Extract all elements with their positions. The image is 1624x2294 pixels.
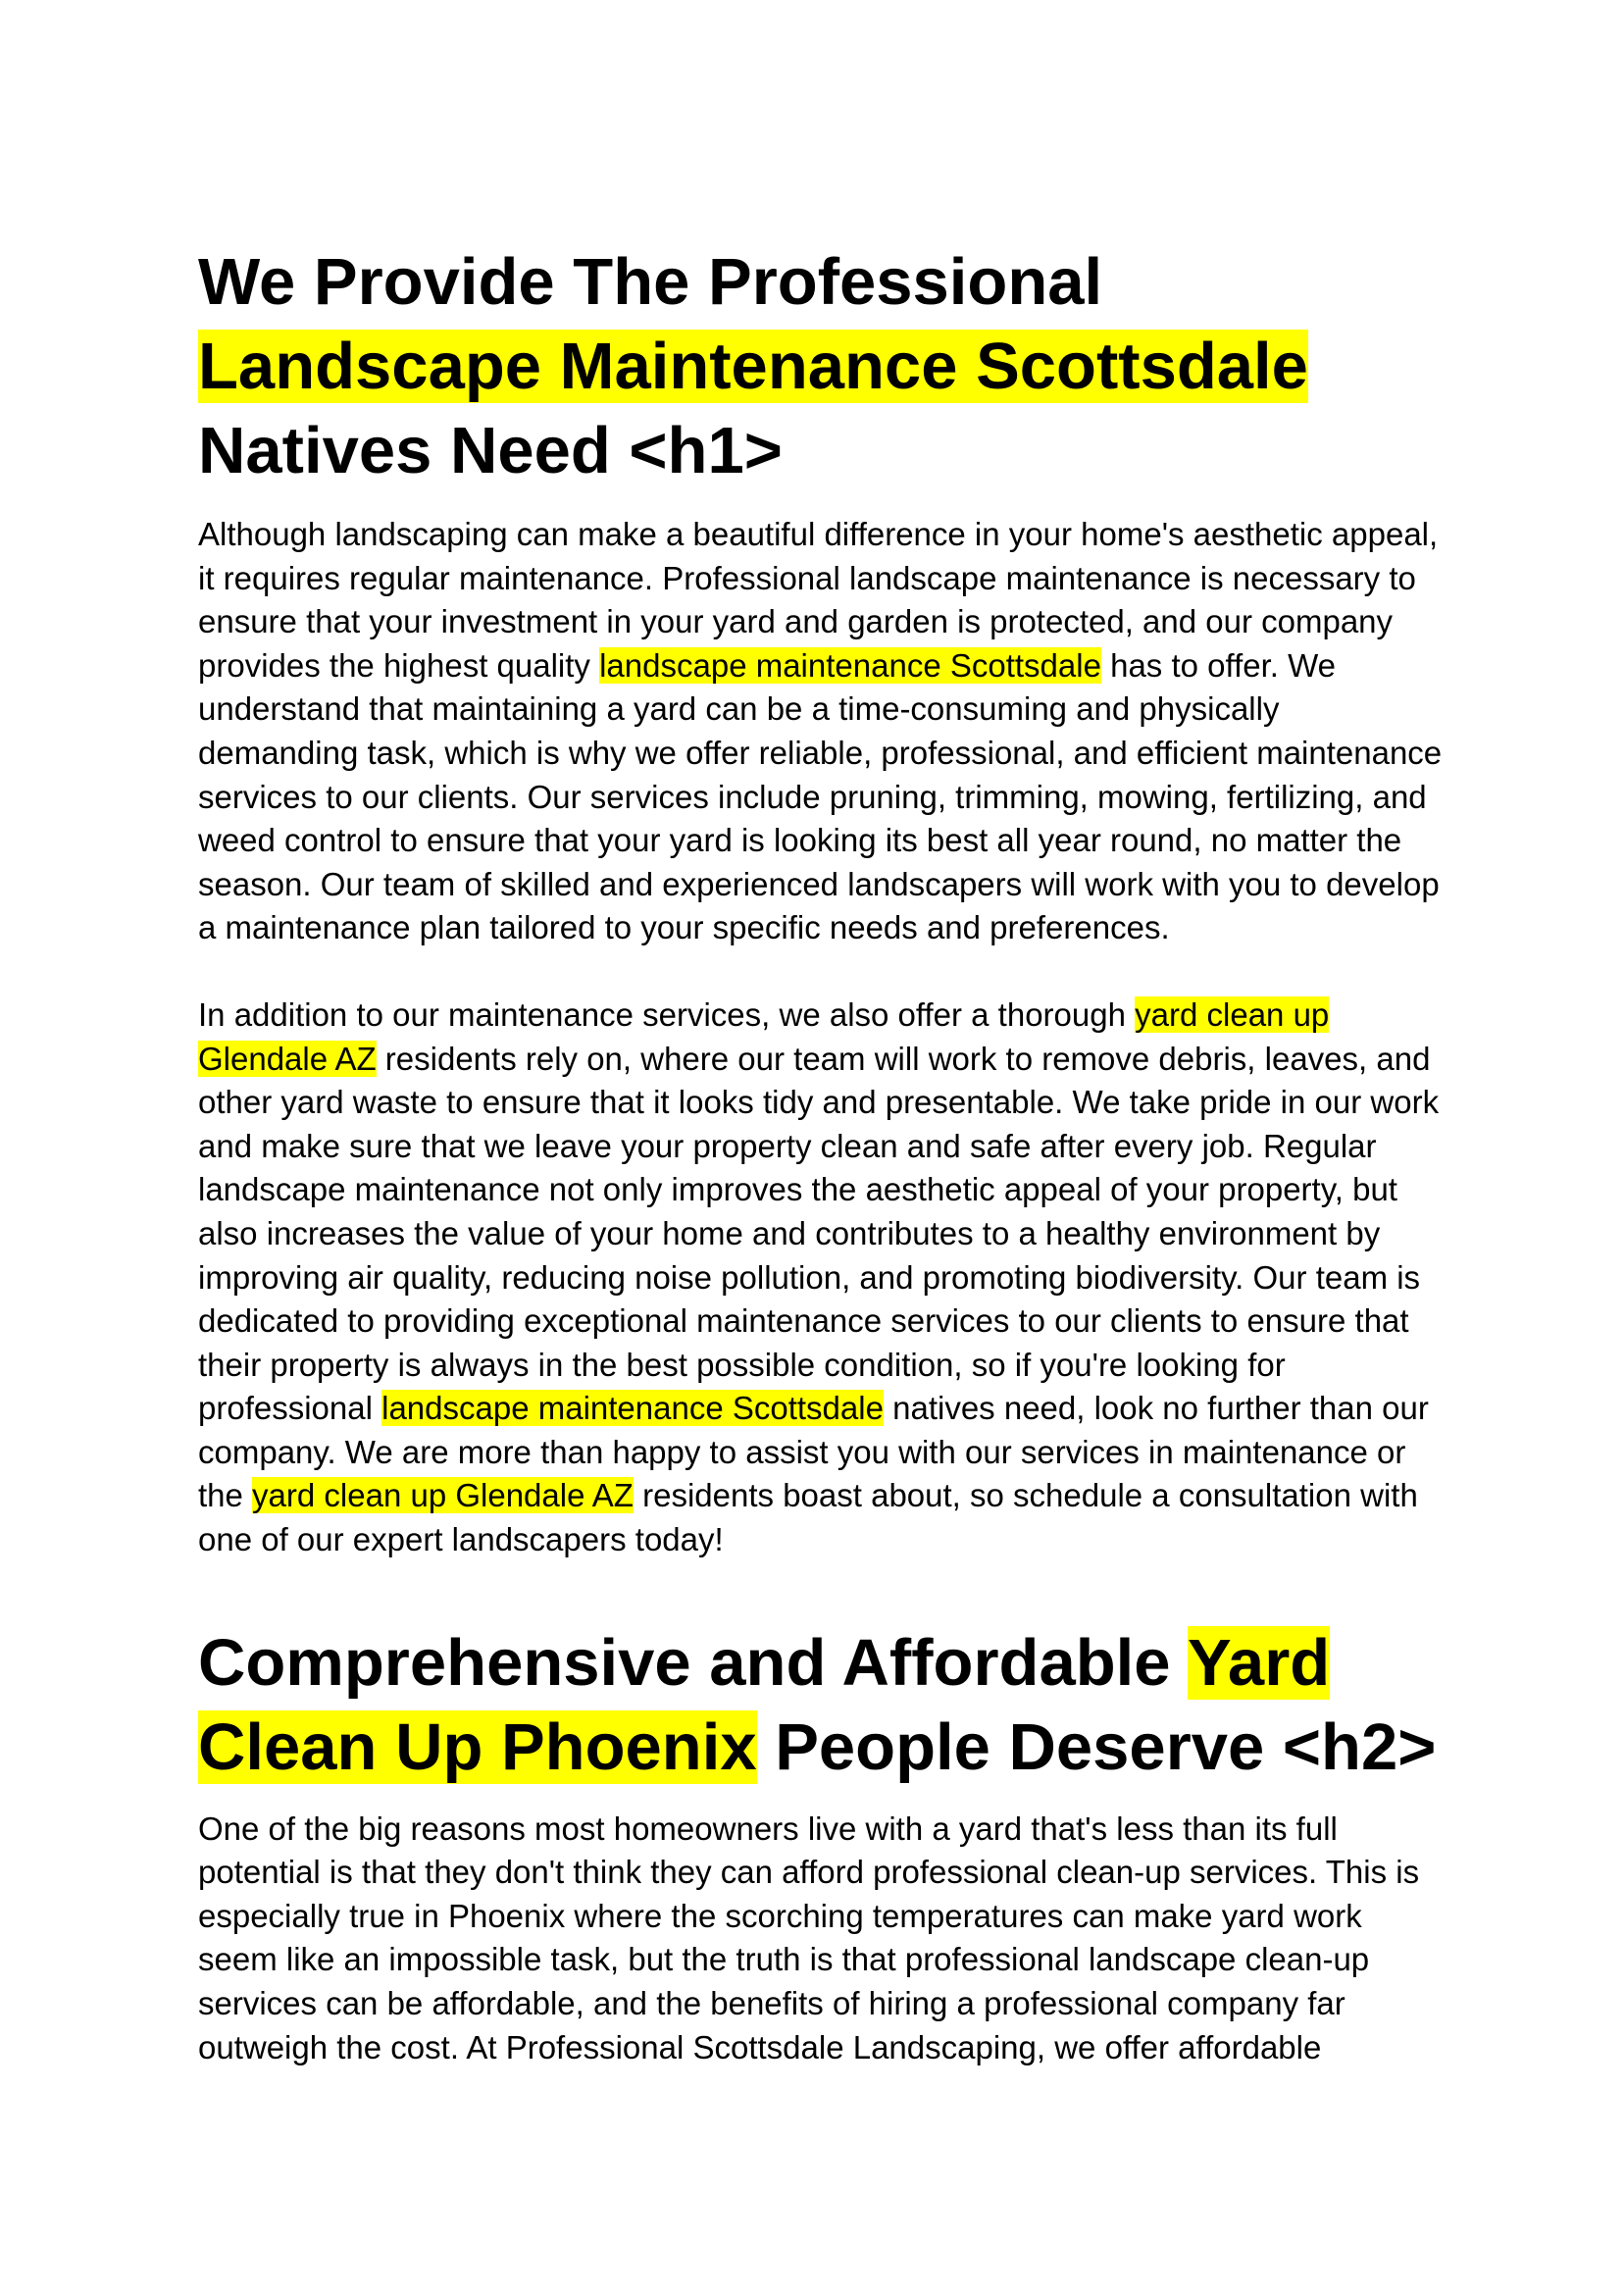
heading2-before: Comprehensive and Affordable — [198, 1625, 1188, 1700]
keyword-highlight: yard clean up Glendale AZ — [198, 995, 1330, 1077]
keyword-highlight: yard clean up Glendale AZ — [252, 1477, 634, 1514]
heading1-after: Natives Need <h1> — [198, 414, 783, 487]
heading2-keyword-highlight: Yard Clean Up Phoenix — [198, 1625, 1331, 1784]
paragraph-maintenance — [198, 513, 1444, 950]
heading1-before: We Provide The Professional — [198, 245, 1103, 319]
paragraph1-text: Although landscaping can make a beautiful difference in your home's aesthetic appeal, it requires regular maintenance. Professional landscape maintenance is necessary to ensure that your investment in your yard and garden is protected, and our company provides the highest quality — [198, 516, 1439, 684]
heading2-after: People Deserve <h2> — [756, 1709, 1437, 1784]
document-page — [198, 240, 1444, 2113]
section-heading — [198, 1621, 1444, 1790]
heading1-keyword-highlight: Landscape Maintenance Scottsdale — [198, 330, 1308, 403]
paragraph3-text: One of the big reasons most homeowners live with a yard that's less than its full potential is that they don't think they can afford professional clean-up services. This is especially true in Phoenix where the scorching temperatures can make yard work seem like an impossible task, but the truth is that professional landscape clean-up services can be affordable, and the benefits of hiring a professional company far outweigh the cost. At Professional Scottsdale Landscaping, we offer affordable — [198, 1810, 1420, 2065]
paragraph1-text: has to offer. We understand that maintaining a yard can be a time-consuming and physically demanding task, which is why we offer reliable, professional, and efficient maintenance services to our clients. Our services include pruning, trimming, mowing, fertilizing, and weed control to ensure that your yard is looking its best all year round, no matter the season. Our team of skilled and experienced landscapers will work with you to develop a maintenance plan tailored to your specific needs and preferences. — [198, 646, 1443, 946]
page-title — [198, 240, 1444, 493]
paragraph2-text: residents boast about, so schedule a consultation with one of our expert landscapers today! — [198, 1477, 1418, 1558]
paragraph2-text: In addition to our maintenance services, we also offer a thorough — [198, 995, 1136, 1033]
paragraph-affordable — [198, 1808, 1444, 2070]
paragraph2-text: natives need, look no further than our company. We are more than happy to assist you with our services in maintenance or the — [198, 1390, 1429, 1514]
paragraph2-text: residents rely on, where our team will work to remove debris, leaves, and other yard waste to ensure that it looks tidy and presentable. We take pride in our work and make sure that we leave your property clean and safe after every job. Regular landscape maintenance not only improves the aesthetic appeal of your property, but also increases the value of your home and contributes to a healthy environment by improving air quality, reducing noise pollution, and promoting biodiversity. Our team is dedicated to providing exceptional maintenance services to our clients to ensure that their property is always in the best possible condition, so if you're looking for professional — [198, 1040, 1440, 1427]
keyword-highlight: landscape maintenance Scottsdale — [381, 1390, 884, 1427]
paragraph-cleanup — [198, 994, 1444, 1562]
keyword-highlight: landscape maintenance Scottsdale — [599, 646, 1101, 684]
